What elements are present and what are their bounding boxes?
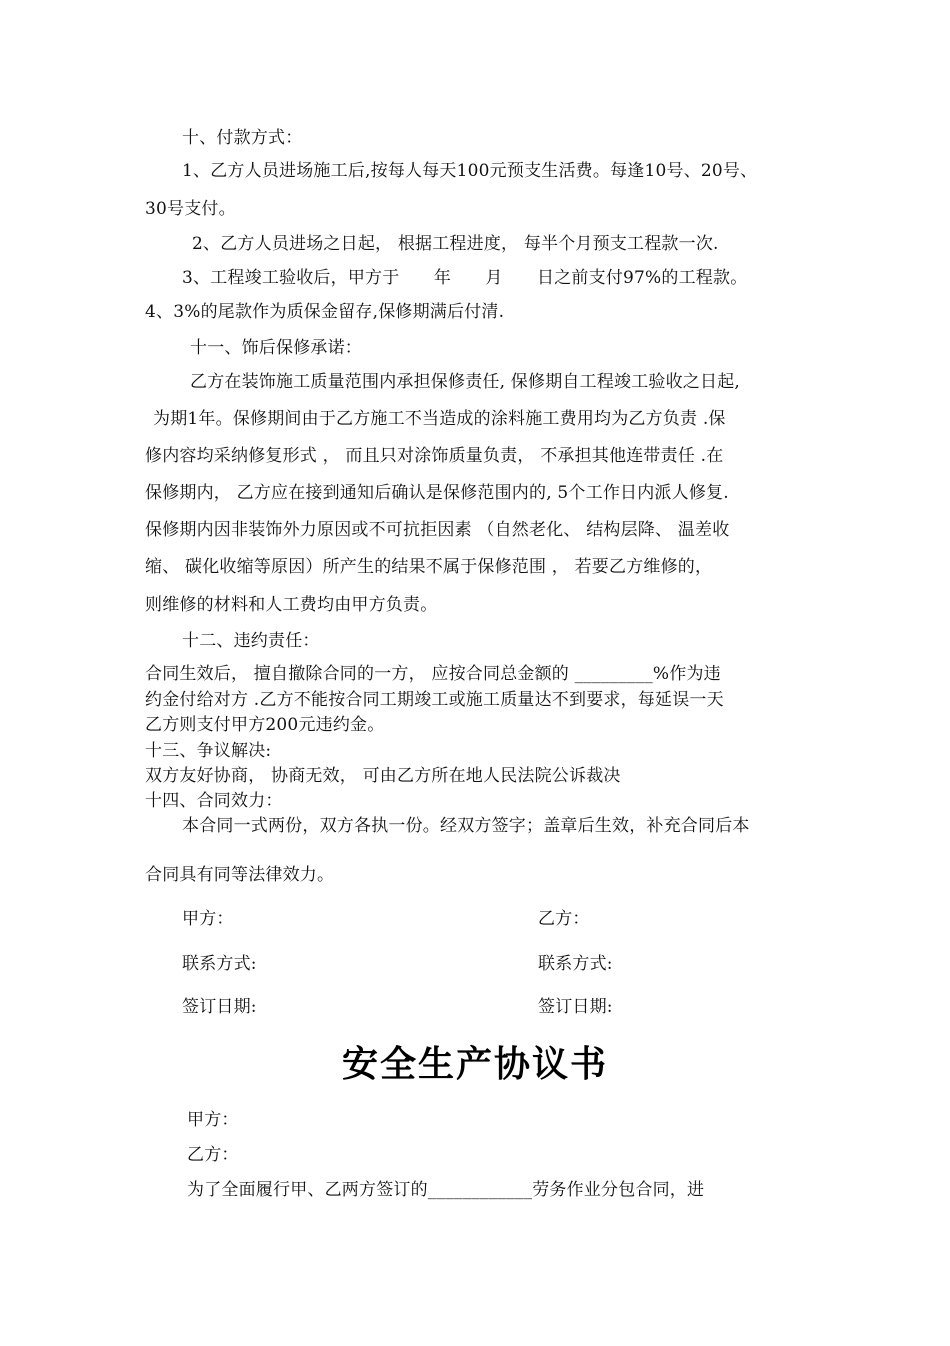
- section-13-text: 双方友好协商， 协商无效， 可由乙方所在地人民法院公诉裁决: [145, 766, 621, 786]
- section-14-line-2: 合同具有同等法律效力。: [145, 865, 335, 885]
- section-11-line: 保修期内， 乙方应在接到通知后确认是保修范围内的, 5个工作日内派人修复.: [145, 483, 729, 503]
- section-11-line: 则维修的材料和人工费均由甲方负责。: [145, 595, 438, 615]
- section-11-line: 修内容均采纳修复形式 ， 而且只对涂饰质量负责， 不承担其他连带责任 .在: [145, 446, 724, 466]
- section-12-heading: 十二、违约责任：: [182, 631, 320, 651]
- sign-date-b: 签订日期:: [538, 997, 613, 1017]
- sign-party-a: 甲方：: [182, 909, 234, 929]
- section-10-item-4: 4、3%的尾款作为质保金留存,保修期满后付清.: [145, 302, 505, 322]
- section-13-heading: 十三、争议解决:: [145, 741, 272, 761]
- section-12-line: 合同生效后， 擅自撤除合同的一方， 应按合同总金额的 _________%作为违: [145, 664, 721, 684]
- section-11-line: 为期1年。保修期间由于乙方施工不当造成的涂料施工费用均为乙方负责 .保: [153, 409, 726, 429]
- section-11-heading: 十一、饰后保修承诺：: [190, 338, 362, 358]
- section-14-line-1: 本合同一式两份，双方各执一份。经双方签字；盖章后生效，补充合同后本: [182, 816, 750, 836]
- section-10-item-1-cont: 30号支付。: [145, 199, 236, 219]
- section-10-item-3: 3、工程竣工验收后，甲方于 年 月 日之前支付97%的工程款。: [182, 268, 748, 288]
- sign-contact-b: 联系方式:: [538, 954, 613, 974]
- agreement-party-a: 甲方：: [187, 1110, 239, 1130]
- agreement-party-b: 乙方：: [187, 1145, 239, 1165]
- sign-contact-a: 联系方式:: [182, 954, 257, 974]
- sign-party-b: 乙方：: [538, 909, 590, 929]
- section-10-heading: 十、付款方式：: [182, 128, 303, 148]
- section-11-line: 缩、 碳化收缩等原因）所产生的结果不属于保修范围 ， 若要乙方维修的，: [145, 557, 713, 577]
- agreement-intro: 为了全面履行甲、乙两方签订的____________劳务作业分包合同，进: [187, 1180, 705, 1200]
- agreement-title: 安全生产协议书: [341, 1044, 608, 1085]
- section-14-heading: 十四、合同效力：: [145, 791, 283, 811]
- section-10-item-1: 1、乙方人员进场施工后,按每人每天100元预支生活费。每逢10号、20号、: [182, 161, 758, 181]
- section-10-item-2: 2、乙方人员进场之日起， 根据工程进度， 每半个月预支工程款一次.: [192, 234, 719, 254]
- section-12-line: 乙方则支付甲方200元违约金。: [145, 715, 385, 735]
- section-11-line: 保修期内因非装饰外力原因或不可抗拒因素 （自然老化、 结构层降、 温差收: [145, 520, 730, 540]
- section-11-line: 乙方在装饰施工质量范围内承担保修责任, 保修期自工程竣工验收之日起,: [190, 372, 741, 392]
- section-12-line: 约金付给对方 .乙方不能按合同工期竣工或施工质量达不到要求，每延误一天: [145, 690, 724, 710]
- sign-date-a: 签订日期:: [182, 997, 257, 1017]
